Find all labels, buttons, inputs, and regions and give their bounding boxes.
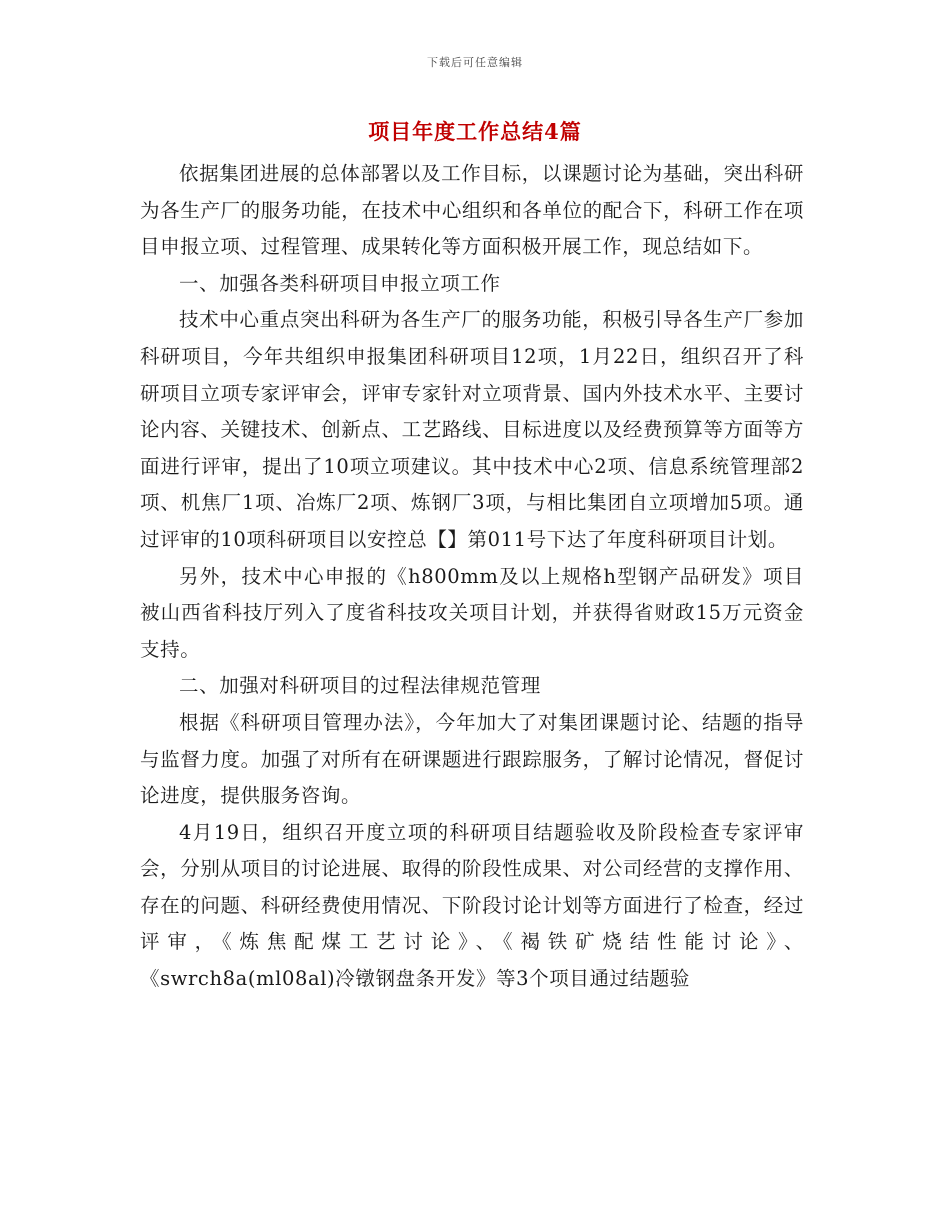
intro-paragraph: 依据集团进展的总体部署以及工作目标，以课题讨论为基础，突出科研为各生产厂的服务功能，在技术中心组织和各单位的配合下，科研工作在项目申报立项、过程管理、成果转化等方面积极开展工作，现总结如下。: [140, 162, 804, 259]
section-heading-2: 二、加强对科研项目的过程法律规范管理: [179, 674, 541, 698]
document-title: 项目年度工作总结4篇: [368, 119, 582, 144]
body-paragraph: 4月19日，组织召开度立项的科研项目结题验收及阶段检查专家评审会，分别从项目的讨论进展、取得的阶段性成果、对公司经营的支撑作用、存在的问题、科研经费使用情况、下阶段讨论计划等方面进行了检查，经过评审，《炼焦配煤工艺讨论》、《褐铁矿烧结性能讨论》、《swrch8a(ml08al)冷镦钢盘条开发》等3个项目通过结题验: [140, 820, 804, 991]
body-paragraph: 另外，技术中心申报的《h800mm及以上规格h型钢产品研发》项目被山西省科技厅列入了度省科技攻关项目计划，并获得省财政15万元资金支持。: [140, 564, 804, 661]
document-body: [140, 156, 804, 998]
header-note: 下载后可任意编辑: [427, 56, 523, 69]
body-paragraph: 技术中心重点突出科研为各生产厂的服务功能，积极引导各生产厂参加科研项目，今年共组织申报集团科研项目12项，1月22日，组织召开了科研项目立项专家评审会，评审专家针对立项背景、国内外技术水平、主要讨论内容、关键技术、创新点、工艺路线、目标进度以及经费预算等方面等方面进行评审，提出了10项立项建议。其中技术中心2项、信息系统管理部2项、机焦厂1项、冶炼厂2项、炼钢厂3项，与相比集团自立项增加5项。通过评审的10项科研项目以安控总【】第011号下达了年度科研项目计划。: [140, 308, 804, 551]
body-paragraph: 根据《科研项目管理办法》，今年加大了对集团课题讨论、结题的指导与监督力度。加强了对所有在研课题进行跟踪服务，了解讨论情况，督促讨论进度，提供服务咨询。: [140, 710, 804, 808]
section-heading-1: 一、加强各类科研项目申报立项工作: [179, 271, 501, 295]
